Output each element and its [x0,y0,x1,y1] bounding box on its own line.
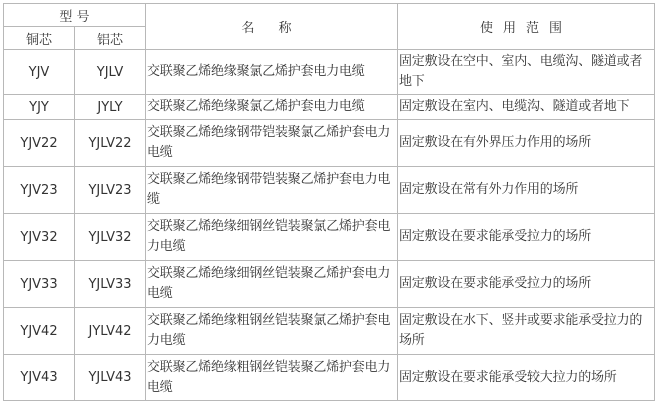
header-copper: 铜芯 [4,27,75,50]
cell-aluminum: YJLV22 [75,120,146,167]
cell-copper: YJV23 [4,167,75,214]
cell-usage: 固定敷设在室内、电缆沟、隧道或者地下 [398,95,655,120]
cell-aluminum: JYLV42 [75,308,146,355]
cell-usage: 固定敷设在要求能承受拉力的场所 [398,214,655,261]
cell-name: 交联聚乙烯绝缘聚氯乙烯护套电力电缆 [146,50,398,95]
header-model: 型 号 [4,4,146,27]
cell-copper: YJV32 [4,214,75,261]
cell-aluminum: JYLY [75,95,146,120]
table-row [4,50,655,95]
cell-copper: YJV22 [4,120,75,167]
cell-aluminum: YJLV [75,50,146,95]
cell-name: 交联聚乙烯绝缘聚氯乙烯护套电力电缆 [146,95,398,120]
cell-copper: YJV42 [4,308,75,355]
cell-aluminum: YJLV23 [75,167,146,214]
cell-usage: 固定敷设在常有外力作用的场所 [398,167,655,214]
cell-name: 交联聚乙烯绝缘钢带铠装聚氯乙烯护套电力电缆 [146,120,398,167]
cell-name: 交联聚乙烯绝缘钢带铠装聚乙烯护套电力电缆 [146,167,398,214]
table-row [4,214,655,261]
cable-spec-table [3,3,655,401]
cell-usage: 固定敷设在水下、竖井或要求能承受拉力的场所 [398,308,655,355]
table-row [4,261,655,308]
table-row [4,120,655,167]
cell-name: 交联聚乙烯绝缘细钢丝铠装聚氯乙烯护套电力电缆 [146,214,398,261]
cell-name: 交联聚乙烯绝缘粗钢丝铠装聚乙烯护套电力电缆 [146,355,398,401]
cell-copper: YJV43 [4,355,75,401]
cell-usage: 固定敷设在空中、室内、电缆沟、隧道或者地下 [398,50,655,95]
table-row [4,167,655,214]
cell-usage: 固定敷设在要求能承受拉力的场所 [398,261,655,308]
cell-name: 交联聚乙烯绝缘粗钢丝铠装聚氯乙烯护套电力电缆 [146,308,398,355]
header-usage: 使用范围 [398,4,655,50]
cell-usage: 固定敷设在有外界压力作用的场所 [398,120,655,167]
cell-aluminum: YJLV43 [75,355,146,401]
table-row [4,308,655,355]
table-row [4,355,655,401]
cell-copper: YJV33 [4,261,75,308]
cell-aluminum: YJLV32 [75,214,146,261]
cell-aluminum: YJLV33 [75,261,146,308]
cell-copper: YJV [4,50,75,95]
header-name: 名 称 [146,4,398,50]
table-row [4,95,655,120]
cell-usage: 固定敷设在要求能承受较大拉力的场所 [398,355,655,401]
header-row [4,4,655,27]
cell-copper: YJY [4,95,75,120]
cell-name: 交联聚乙烯绝缘细钢丝铠装聚乙烯护套电力电缆 [146,261,398,308]
header-aluminum: 铝芯 [75,27,146,50]
